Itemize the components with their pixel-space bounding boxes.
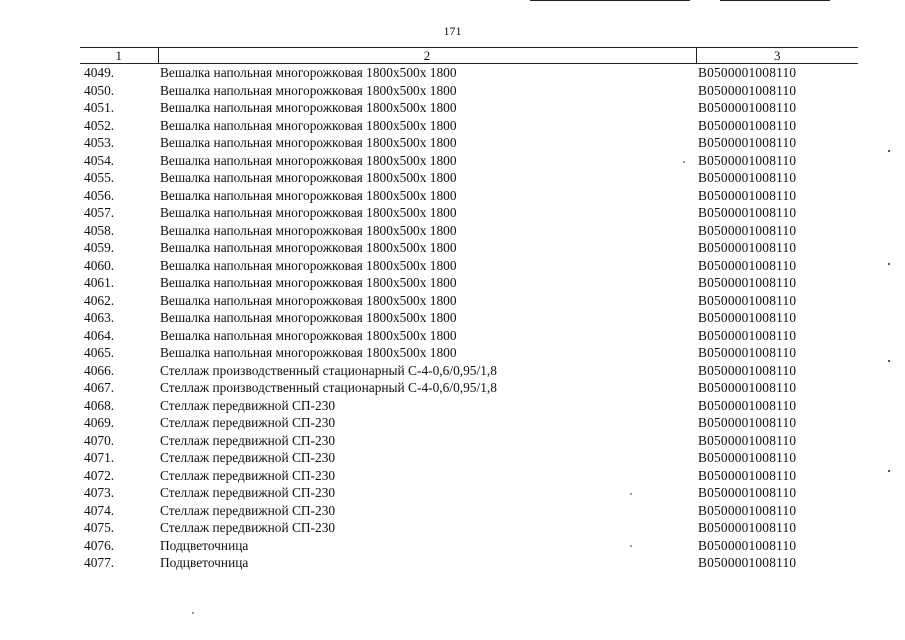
table-row (80, 344, 858, 362)
item-name: Вешалка напольная многорожковая 1800х500х 1800 (160, 170, 457, 185)
table-row (80, 169, 858, 187)
table-row (80, 99, 858, 117)
table-row (80, 222, 858, 240)
item-code: B0500001008110 (698, 257, 797, 273)
item-code: B0500001008110 (698, 187, 797, 203)
page-number: 171 (443, 24, 462, 38)
table-row (80, 362, 858, 380)
row-number: 4061. (84, 275, 115, 290)
column-header-3: 3 (696, 48, 858, 64)
table-body (80, 64, 858, 572)
row-number: 4072. (84, 467, 115, 483)
table-row (80, 239, 858, 257)
item-code: B0500001008110 (698, 450, 797, 465)
item-code: B0500001008110 (698, 415, 797, 430)
row-number: 4063. (84, 310, 115, 325)
item-code: B0500001008110 (698, 327, 797, 343)
row-number: 4068. (84, 397, 115, 413)
item-name: Вешалка напольная многорожковая 1800х500х 1800 (160, 222, 457, 238)
item-code: B0500001008110 (698, 362, 797, 378)
item-code: B0500001008110 (698, 555, 797, 570)
row-number: 4062. (84, 292, 115, 308)
item-name: Вешалка напольная многорожковая 1800х500х 1800 (160, 117, 457, 133)
item-name: Стеллаж производственный стационарный С-4-0,6/0,95/1,8 (160, 362, 497, 378)
column-header-2: 2 (158, 48, 696, 64)
row-number: 4055. (84, 170, 115, 185)
scan-speck (888, 263, 890, 265)
scan-speck (630, 545, 632, 547)
header-row (80, 48, 858, 64)
table-row (80, 152, 858, 170)
table-row (80, 309, 858, 327)
column-header-1: 1 (80, 48, 158, 64)
table-row (80, 257, 858, 275)
table-row (80, 117, 858, 135)
table-row (80, 432, 858, 450)
item-name: Стеллаж передвижной СП-230 (160, 467, 336, 483)
row-number: 4070. (84, 432, 115, 448)
item-name: Вешалка напольная многорожковая 1800х500х 1800 (160, 100, 457, 115)
item-name: Стеллаж производственный стационарный С-4-0,6/0,95/1,8 (160, 380, 497, 395)
table-row (80, 414, 858, 432)
table-row (80, 274, 858, 292)
item-name: Стеллаж передвижной СП-230 (160, 485, 336, 500)
row-number: 4060. (84, 257, 115, 273)
row-number: 4058. (84, 222, 115, 238)
item-name: Стеллаж передвижной СП-230 (160, 415, 336, 430)
item-name: Подцветочница (160, 555, 249, 570)
item-code: B0500001008110 (698, 82, 797, 98)
item-name: Вешалка напольная многорожковая 1800х500х 1800 (160, 65, 457, 80)
scan-speck (683, 161, 685, 163)
row-number: 4073. (84, 485, 115, 500)
inventory-table (80, 47, 858, 572)
scan-edge-line (530, 0, 690, 1)
item-name: Вешалка напольная многорожковая 1800х500х 1800 (160, 205, 457, 220)
item-code: B0500001008110 (698, 152, 797, 168)
item-name: Вешалка напольная многорожковая 1800х500х 1800 (160, 292, 457, 308)
item-name: Вешалка напольная многорожковая 1800х500х 1800 (160, 135, 457, 150)
row-number: 4075. (84, 520, 115, 535)
item-code: B0500001008110 (698, 222, 797, 238)
row-number: 4053. (84, 135, 115, 150)
item-code: B0500001008110 (698, 537, 797, 553)
table-row (80, 397, 858, 415)
row-number: 4050. (84, 82, 115, 98)
row-number: 4052. (84, 117, 115, 133)
table-row (80, 502, 858, 520)
table-header (80, 48, 858, 64)
item-code: B0500001008110 (698, 485, 797, 500)
item-name: Вешалка напольная многорожковая 1800х500х 1800 (160, 327, 457, 343)
item-code: B0500001008110 (698, 117, 797, 133)
item-code: B0500001008110 (698, 380, 797, 395)
item-name: Стеллаж передвижной СП-230 (160, 502, 336, 518)
table-row (80, 327, 858, 345)
row-number: 4065. (84, 345, 115, 360)
table-row (80, 537, 858, 555)
row-number: 4057. (84, 205, 115, 220)
scan-edge-line (720, 0, 830, 1)
table-row (80, 82, 858, 100)
row-number: 4069. (84, 415, 115, 430)
table-row (80, 204, 858, 222)
table-row (80, 449, 858, 467)
table-row (80, 467, 858, 485)
item-code: B0500001008110 (698, 397, 797, 413)
scan-speck (630, 493, 632, 495)
item-code: B0500001008110 (698, 240, 797, 255)
table-row (80, 292, 858, 310)
row-number: 4051. (84, 100, 115, 115)
item-code: B0500001008110 (698, 275, 797, 290)
item-name: Вешалка напольная многорожковая 1800х500х 1800 (160, 310, 457, 325)
item-name: Вешалка напольная многорожковая 1800х500х 1800 (160, 187, 457, 203)
item-code: B0500001008110 (698, 135, 797, 150)
item-code: B0500001008110 (698, 100, 797, 115)
row-number: 4074. (84, 502, 115, 518)
item-name: Стеллаж передвижной СП-230 (160, 397, 336, 413)
scan-speck (192, 612, 194, 614)
item-name: Вешалка напольная многорожковая 1800х500х 1800 (160, 275, 457, 290)
table-row (80, 484, 858, 502)
row-number: 4049. (84, 65, 115, 80)
item-name: Вешалка напольная многорожковая 1800х500х 1800 (160, 82, 457, 98)
item-name: Стеллаж передвижной СП-230 (160, 450, 336, 465)
table-row (80, 64, 858, 82)
table-row (80, 554, 858, 572)
row-number: 4064. (84, 327, 115, 343)
item-name: Вешалка напольная многорожковая 1800х500х 1800 (160, 345, 457, 360)
row-number: 4056. (84, 187, 115, 203)
item-code: B0500001008110 (698, 205, 797, 220)
row-number: 4076. (84, 537, 115, 553)
item-code: B0500001008110 (698, 520, 797, 535)
item-code: B0500001008110 (698, 292, 797, 308)
item-name: Вешалка напольная многорожковая 1800х500х 1800 (160, 257, 457, 273)
row-number: 4066. (84, 362, 115, 378)
table-row (80, 134, 858, 152)
row-number: 4077. (84, 555, 115, 570)
item-name: Вешалка напольная многорожковая 1800х500х 1800 (160, 240, 457, 255)
scan-speck (888, 150, 890, 152)
item-code: B0500001008110 (698, 432, 797, 448)
item-name: Стеллаж передвижной СП-230 (160, 520, 336, 535)
item-code: B0500001008110 (698, 467, 797, 483)
item-name: Подцветочница (160, 537, 249, 553)
item-code: B0500001008110 (698, 345, 797, 360)
item-name: Вешалка напольная многорожковая 1800х500х 1800 (160, 152, 457, 168)
table-row (80, 187, 858, 205)
row-number: 4054. (84, 152, 115, 168)
row-number: 4071. (84, 450, 115, 465)
row-number: 4067. (84, 380, 115, 395)
item-name: Стеллаж передвижной СП-230 (160, 432, 336, 448)
scan-speck (888, 360, 890, 362)
table-row (80, 379, 858, 397)
row-number: 4059. (84, 240, 115, 255)
item-code: B0500001008110 (698, 170, 797, 185)
item-code: B0500001008110 (698, 310, 797, 325)
item-code: B0500001008110 (698, 502, 797, 518)
scan-speck (888, 470, 890, 472)
table-row (80, 519, 858, 537)
item-code: B0500001008110 (698, 65, 797, 80)
